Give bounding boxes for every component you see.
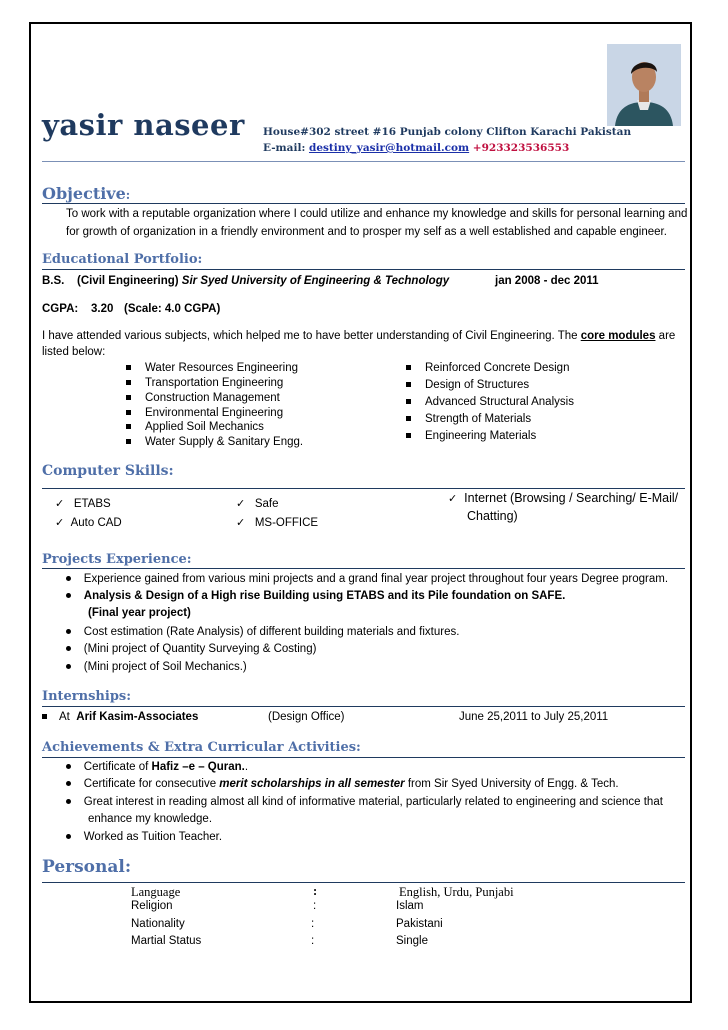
bullet-icon (66, 629, 71, 634)
personal-label-religion: Religion (131, 900, 173, 912)
page-border (29, 22, 692, 1003)
achievement-item: Certificate for consecutive merit scholarships in all semester from Sir Syed University of Engg. & Tech. (66, 778, 619, 790)
skill-item: ✓ MS-OFFICE (236, 516, 319, 529)
checkmark-icon: ✓ (236, 516, 246, 529)
module-item: Transportation Engineering (126, 377, 283, 389)
core-modules-label: core modules (580, 330, 656, 342)
education-dates: jan 2008 - dec 2011 (495, 275, 599, 287)
skill-item: ✓ Internet (Browsing / Searching/ E-Mail/ (448, 491, 679, 505)
module-item: Engineering Materials (406, 430, 536, 442)
university-name: Sir Syed University of Engineering & Technology (181, 275, 450, 287)
personal-sep: : (313, 884, 318, 898)
contact-line (263, 142, 569, 154)
header-divider (42, 161, 685, 162)
project-item-continued: (Final year project) (88, 607, 191, 619)
square-bullet-icon (406, 416, 411, 421)
project-item: Experience gained from various mini projects and a grand final year project throughout four years Degree program. (66, 573, 668, 585)
personal-sep: : (311, 935, 315, 947)
square-bullet-icon (126, 439, 131, 444)
bullet-icon (66, 664, 71, 669)
module-item: Environmental Engineering (126, 407, 283, 419)
square-bullet-icon (126, 380, 131, 385)
checkmark-icon: ✓ (55, 497, 65, 510)
skill-item: ✓ Auto CAD (55, 516, 122, 529)
personal-label-marital-status: Martial Status (131, 935, 202, 947)
square-bullet-icon (126, 424, 131, 429)
personal-sep: : (311, 918, 315, 930)
candidate-name: yasir naseer (42, 108, 245, 142)
profile-photo (607, 44, 681, 126)
objective-heading: Objective: (42, 184, 131, 203)
internship-dept: (Design Office) (268, 711, 345, 723)
bullet-icon (66, 593, 71, 598)
bullet-icon (66, 576, 71, 581)
personal-heading: Personal: (42, 857, 132, 877)
cgpa-scale: (Scale: 4.0 CGPA) (124, 303, 221, 315)
address: House#302 street #16 Punjab colony Clifton Karachi Pakistan (263, 126, 632, 138)
person-photo-icon (607, 44, 681, 126)
personal-value-language: English, Urdu, Punjabi (399, 885, 514, 899)
achievement-item: Great interest in reading almost all kind of informative material, particularly related to engineering and science that (66, 796, 663, 808)
square-bullet-icon (406, 433, 411, 438)
email-link[interactable]: destiny_yasir@hotmail.com (308, 142, 470, 154)
education-heading: Educational Portfolio: (42, 252, 203, 267)
module-item: Reinforced Concrete Design (406, 362, 569, 374)
education-intro: I have attended various subjects, which helped me to have better understanding of Civil Engineering. The core modules are (42, 330, 676, 342)
square-bullet-icon (406, 365, 411, 370)
project-item: (Mini project of Soil Mechanics.) (66, 661, 247, 673)
square-bullet-icon (42, 714, 47, 719)
phone-number: +923323536553 (472, 142, 570, 154)
square-bullet-icon (126, 395, 131, 400)
checkmark-icon: ✓ (55, 516, 65, 529)
bullet-icon (66, 646, 71, 651)
personal-value-religion: Islam (396, 900, 424, 912)
personal-label-nationality: Nationality (131, 918, 185, 930)
internships-divider (42, 706, 685, 707)
cgpa-label: CGPA: (42, 303, 79, 315)
projects-divider (42, 568, 685, 569)
module-item: Water Supply & Sanitary Engg. (126, 436, 303, 448)
module-item: Strength of Materials (406, 413, 531, 425)
skill-item-continued: Chatting) (467, 509, 518, 523)
internship-entry: At Arif Kasim-Associates (42, 711, 198, 723)
objective-line-2: for growth of organization in a friendly environment and to prosper my self as a well established and capable engineer. (66, 226, 667, 238)
bullet-icon (66, 799, 71, 804)
project-item: (Mini project of Quantity Surveying & Costing) (66, 643, 316, 655)
objective-divider (42, 203, 685, 204)
computer-skills-heading: Computer Skills: (42, 463, 174, 479)
internships-heading: Internships: (42, 689, 132, 704)
achievements-divider (42, 757, 685, 758)
computer-skills-divider (42, 488, 685, 489)
square-bullet-icon (126, 365, 131, 370)
bullet-icon (66, 764, 71, 769)
education-divider (42, 269, 685, 270)
checkmark-icon: ✓ (448, 492, 458, 505)
degree-detail: (Civil Engineering) Sir Syed University of Engineering & Technology (77, 275, 450, 287)
achievement-item-continued: enhance my knowledge. (88, 813, 213, 825)
square-bullet-icon (406, 399, 411, 404)
achievement-item: Certificate of Hafiz –e – Quran.. (66, 761, 248, 773)
square-bullet-icon (406, 382, 411, 387)
checkmark-icon: ✓ (236, 497, 246, 510)
square-bullet-icon (126, 410, 131, 415)
module-item: Water Resources Engineering (126, 362, 298, 374)
module-item: Advanced Structural Analysis (406, 396, 574, 408)
module-item: Applied Soil Mechanics (126, 421, 264, 433)
achievement-item: Worked as Tuition Teacher. (66, 831, 222, 843)
project-item: Cost estimation (Rate Analysis) of different building materials and fixtures. (66, 626, 459, 638)
cgpa-value: 3.20 (91, 303, 114, 315)
personal-value-marital-status: Single (396, 935, 428, 947)
bullet-icon (66, 781, 71, 786)
personal-value-nationality: Pakistani (396, 918, 443, 930)
project-item: Analysis & Design of a High rise Building using ETABS and its Pile foundation on SAFE. (66, 590, 565, 602)
email-label: E-mail: (263, 142, 306, 154)
bullet-icon (66, 834, 71, 839)
personal-divider (42, 882, 685, 883)
internship-dates: June 25,2011 to July 25,2011 (459, 711, 609, 723)
skill-item: ✓ Safe (236, 497, 279, 510)
personal-sep: : (313, 900, 317, 912)
module-item: Design of Structures (406, 379, 529, 391)
achievements-heading: Achievements & Extra Curricular Activities: (42, 740, 361, 755)
skill-item: ✓ ETABS (55, 497, 111, 510)
degree: B.S. (42, 275, 65, 287)
module-item: Construction Management (126, 392, 280, 404)
objective-line-1: To work with a reputable organization where I could utilize and enhance my knowledge and skills for personal learning and (66, 208, 688, 220)
projects-heading: Projects Experience: (42, 552, 192, 567)
personal-label-language: Language (131, 885, 181, 899)
education-intro-line-2: listed below: (42, 346, 106, 358)
internship-company: Arif Kasim-Associates (76, 711, 199, 723)
